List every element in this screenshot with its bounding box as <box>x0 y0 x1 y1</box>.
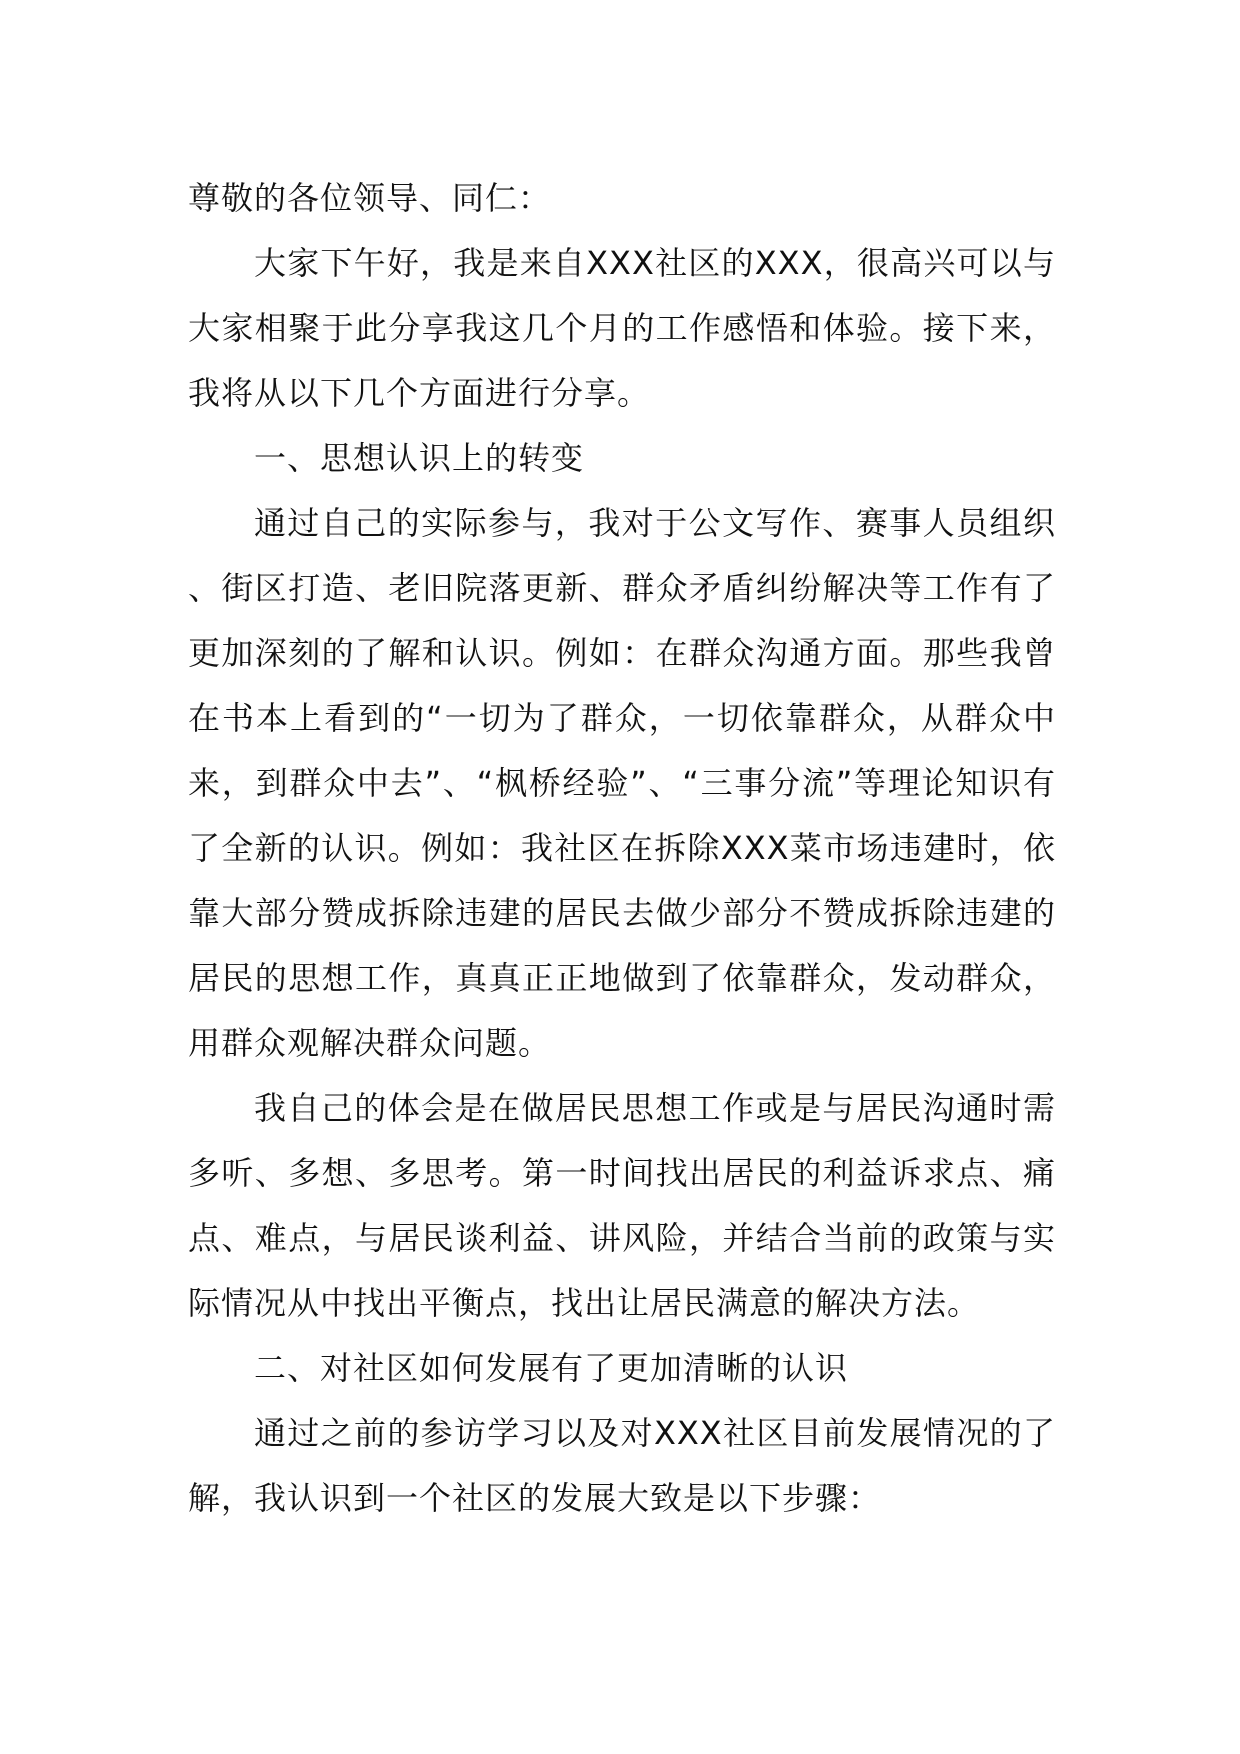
paragraph-section-1-body: 通过自己的实际参与，我对于公文写作、赛事人员组织、街区打造、老旧院落更新、群众矛盾纠纷解决等工作有了更加深刻的了解和认识。例如：在群众沟通方面。那些我曾在书本上看到的“一切为了群众，一切依靠群众，从群众中来，到群众中去”、“枫桥经验”、“三事分流”等理论知识有了全新的认识。例如：我社区在拆除XXX菜市场违建时，依靠大部分赞成拆除违建的居民去做少部分不赞成拆除违建的居民的思想工作，真真正正地做到了依靠群众，发动群众，用群众观解决群众问题。 <box>188 504 1056 1062</box>
paragraph-section-2-body: 通过之前的参访学习以及对XXX社区目前发展情况的了解，我认识到一个社区的发展大致是以下步骤： <box>188 1414 1056 1517</box>
salutation: 尊敬的各位领导、同仁： <box>188 179 552 217</box>
document-page <box>188 166 1056 1531</box>
section-heading-2: 二、对社区如何发展有了更加清晰的认识 <box>254 1349 849 1387</box>
paragraph-greeting: 大家下午好，我是来自XXX社区的XXX，很高兴可以与大家相聚于此分享我这几个月的工作感悟和体验。接下来，我将从以下几个方面进行分享。 <box>188 244 1056 412</box>
section-heading-1: 一、思想认识上的转变 <box>254 439 585 477</box>
paragraph-section-1-reflection: 我自己的体会是在做居民思想工作或是与居民沟通时需多听、多想、多思考。第一时间找出居民的利益诉求点、痛点、难点，与居民谈利益、讲风险，并结合当前的政策与实际情况从中找出平衡点，找出让居民满意的解决方法。 <box>188 1089 1056 1322</box>
